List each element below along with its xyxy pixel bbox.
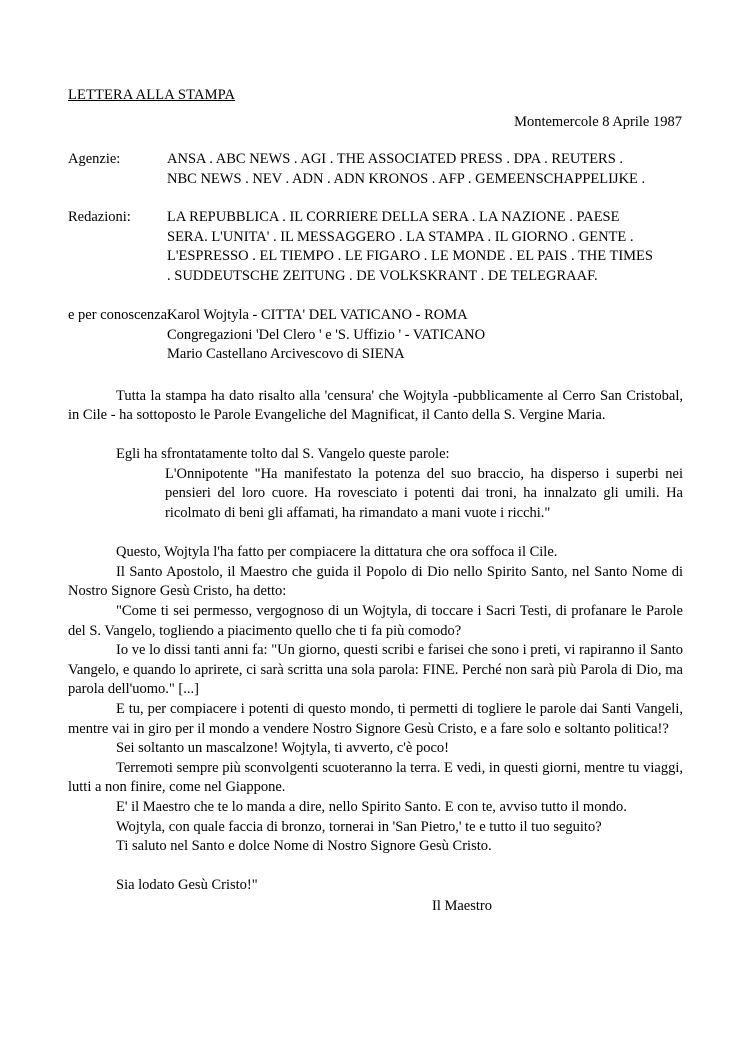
scripture-quote: L'Onnipotente "Ha manifestato la potenza del suo braccio, ha disperso i superbi nei pensieri del loro cuore. Ha rovesciato i potenti dai troni, ha innalzato gli umili. Ha ricolmato di beni gli affamati, ha rimandato a mani vuote i ricchi." [165,465,683,522]
body-paragraph: Wojtyla, con quale faccia di bronzo, tornerai in 'San Pietro,' te e tutto il tuo seguito? [116,818,602,835]
body-paragraph: Sei soltanto un mascalzone! Wojtyla, ti avverto, c'è poco! [116,740,449,757]
body-paragraph: E tu, per compiacere i potenti di questo mondo, ti permetti di togliere le parole dai Santi Vangeli, mentre vai in giro per il mondo a vendere Nostro Signore Gesù Cristo, e a fare solo e soltanto politica!? [68,701,683,737]
body-paragraph: Ti saluto nel Santo e dolce Nome di Nostro Signore Gesù Cristo. [116,838,492,855]
cc-line: Karol Wojtyla - CITTA' DEL VATICANO - ROMA [167,307,468,323]
body-paragraph: Terremoti sempre più sconvolgenti scuoteranno la terra. E vedi, in questi giorni, mentre tu viaggi, lutti a non finire, come nel Giappone. [68,759,683,796]
page-title: LETTERA ALLA STAMPA [68,87,236,103]
recipients-editorials [68,208,683,286]
letter-body [68,387,683,917]
cc-label: e per conoscenza: [68,307,172,323]
agencies-line: ANSA . ABC NEWS . AGI . THE ASSOCIATED PRESS . DPA . REUTERS . [167,151,624,167]
closing-line: Sia lodato Gesù Cristo!" [116,877,258,894]
body-paragraph: Egli ha sfrontatamente tolto dal S. Vangelo queste parole: [116,446,450,463]
agencies-label: Agenzie: [68,151,121,167]
dateline: Montemercole 8 Aprile 1987 [514,114,682,130]
editorials-line: LA REPUBBLICA . IL CORRIERE DELLA SERA . LA NAZIONE . PAESE [167,209,620,225]
editorials-line: L'ESPRESSO . EL TIEMPO . LE FIGARO . LE MONDE . EL PAIS . THE TIMES [167,248,653,264]
cc-line: Congregazioni 'Del Clero ' e 'S. Uffizio ' - VATICANO [167,326,486,343]
body-paragraph: Tutta la stampa ha dato risalto alla 'censura' che Wojtyla -pubblicamente al Cerro San Cristobal, in Cile - ha sottoposto le Parole Evangeliche del Magnificat, il Canto della S. Vergine Maria. [68,387,683,424]
body-paragraph: "Come ti sei permesso, vergognoso di un Wojtyla, di toccare i Sacri Testi, di profanare le Parole del S. Vangelo, togliendo a piacimento quello che ti fa più comodo? [68,603,683,639]
body-paragraph: Il Santo Apostolo, il Maestro che guida il Popolo di Dio nello Spirito Santo, nel Santo Nome di Nostro Signore Gesù Cristo, ha detto: [68,563,683,600]
editorials-line: SERA. L'UNITA' . IL MESSAGGERO . LA STAMPA . IL GIORNO . GENTE . [167,228,634,245]
cc-first-row [68,306,683,326]
agencies-line: NBC NEWS . NEV . ADN . ADN KRONOS . AFP . GEMEENSCHAPPELIJKE . [167,170,646,187]
body-paragraph: Questo, Wojtyla l'ha fatto per compiacere la dittatura che ora soffoca il Cile. [116,544,558,561]
cc-line: Mario Castellano Arcivescovo di SIENA [167,346,405,362]
letter-sheet [68,86,683,917]
editorials-list [167,208,683,286]
signature: Il Maestro [432,897,492,914]
agencies-list [167,150,683,189]
recipients-agencies [68,150,683,189]
body-paragraph: E' il Maestro che te lo manda a dire, nello Spirito Santo. E con te, avviso tutto il mondo. [116,798,627,815]
editorials-label: Redazioni: [68,209,131,225]
body-paragraph: Io ve lo dissi tanti anni fa: "Un giorno, questi scribi e farisei che sono i preti, vi rapiranno il Santo Vangelo, e quando lo aprirete, ci sarà scritta una sola parola: FINE. Perché non sarà più Parola di Dio, ma parola dell'uomo." [...] [68,642,683,698]
editorials-line: . SUDDEUTSCHE ZEITUNG . DE VOLKSKRANT . DE TELEGRAAF. [167,267,598,284]
recipients-carbon-copy [68,306,683,365]
